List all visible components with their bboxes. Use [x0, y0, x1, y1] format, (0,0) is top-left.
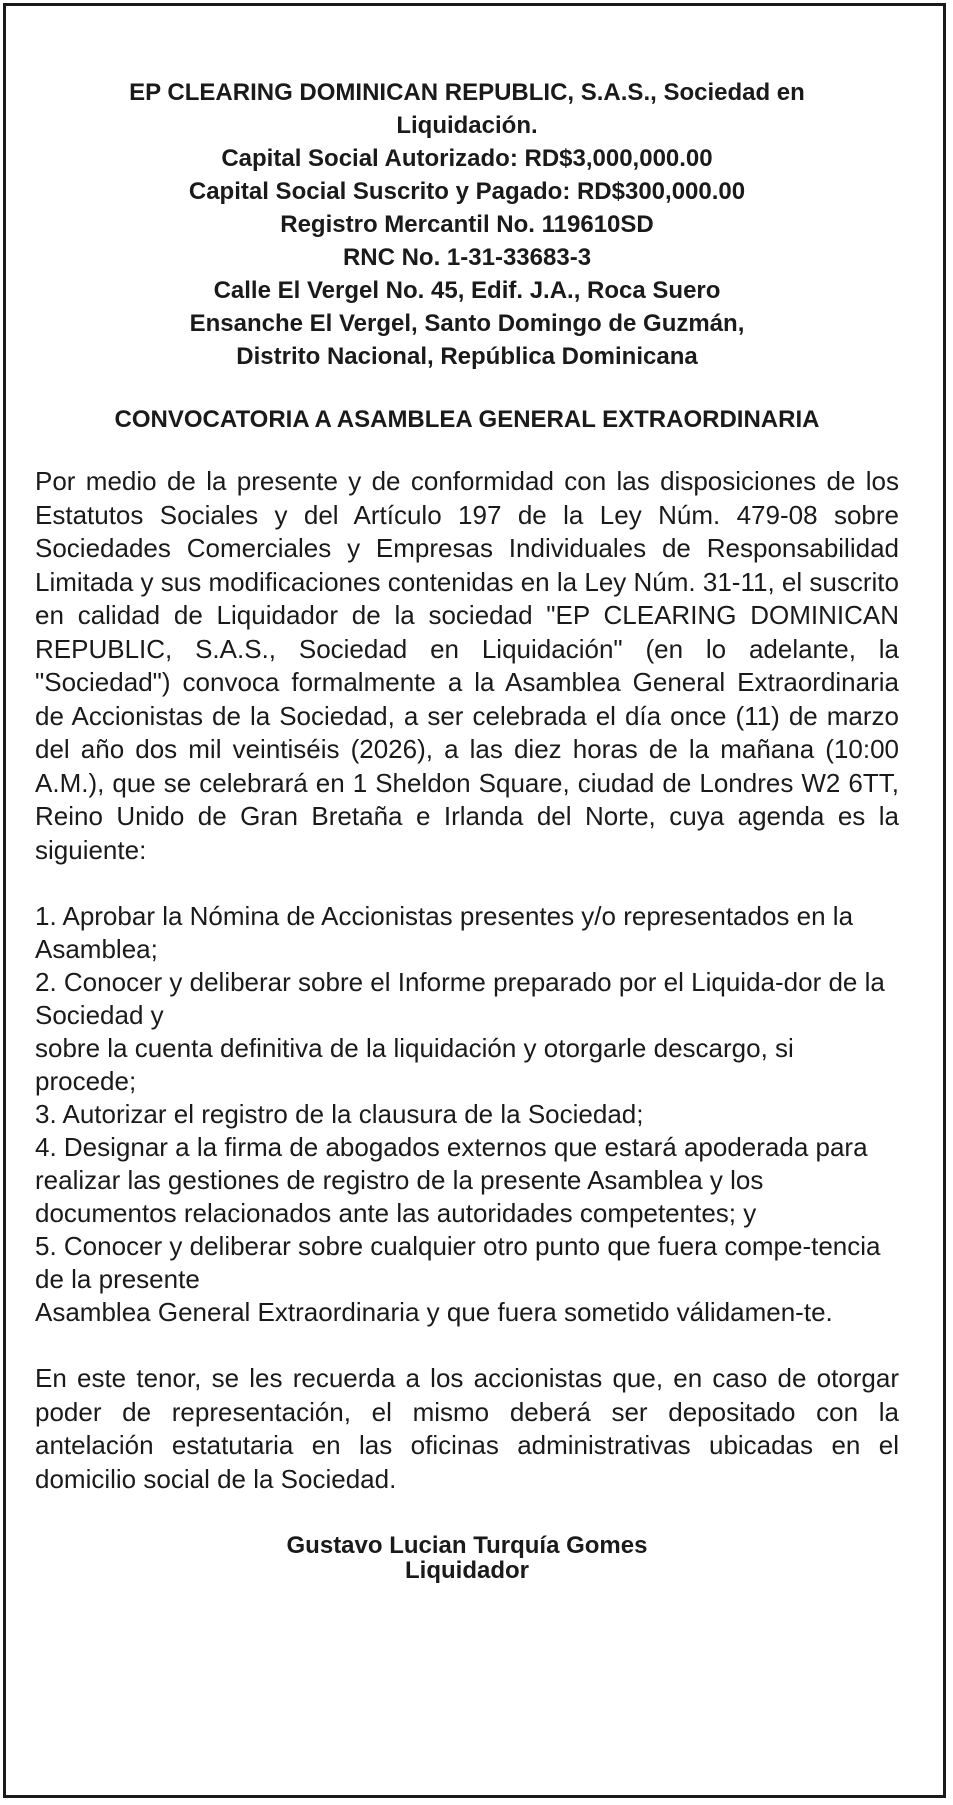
closing-paragraph: En este tenor, se les recuerda a los accionistas que, en caso de otorgar poder de representación, el mismo deberá ser depositado con la antelación estatutaria en las oficinas administrativas ubicadas en el domicilio social de la Sociedad. [35, 1363, 899, 1494]
company-name-line: EP CLEARING DOMINICAN REPUBLIC, S.A.S., Sociedad en [129, 79, 805, 106]
agenda-item: 5. Conocer y deliberar sobre cualquier otro punto que fuera compe-tencia de la presente [35, 1231, 881, 1294]
intro-paragraph: Por medio de la presente y de conformidad con las disposiciones de los Estatutos Sociales y del Artículo 197 de la Ley Núm. 479-08 sobre Sociedades Comerciales y Empresas Individuales de Responsabilidad Limitada y sus modificaciones contenidas en la Ley Núm. 31-11, el suscrito en calidad de Liquidador de la sociedad "EP CLEARING DOMINICAN REPUBLIC, S.A.S., Sociedad en Liquidación" (en lo adelante, la "Sociedad") convoca formalmente a la Asamblea General Extraordinaria de Accionistas de la Sociedad, a ser celebrada el día once (11) de marzo del año dos mil veintiséis (2026), a las diez horas de la mañana (10:00 A.M.), que se celebrará en 1 Sheldon Square, ciudad de Londres W2 6TT, Reino Unido de Gran Bretaña e Irlanda del Norte, cuya agenda es la siguiente: [35, 466, 899, 865]
address-line-2: Ensanche El Vergel, Santo Domingo de Guzmán, [189, 310, 745, 337]
commercial-registry: Registro Mercantil No. 119610SD [280, 211, 654, 238]
agenda-list [35, 900, 899, 1329]
agenda-item: 1. Aprobar la Nómina de Accionistas presentes y/o representados en la Asamblea; [35, 901, 854, 964]
signatory-role: Liquidador [405, 1557, 529, 1584]
agenda-item: 3. Autorizar el registro de la clausura de la Sociedad; [35, 1099, 644, 1129]
company-header [35, 76, 899, 373]
address-line-3: Distrito Nacional, República Dominicana [236, 343, 698, 370]
notice-title: CONVOCATORIA A ASAMBLEA GENERAL EXTRAORDINARIA [114, 406, 820, 433]
company-name-line-2: Liquidación. [396, 112, 538, 139]
paid-capital: Capital Social Suscrito y Pagado: RD$300,000.00 [188, 178, 746, 205]
address-line-1: Calle El Vergel No. 45, Edif. J.A., Roca Suero [213, 277, 721, 304]
agenda-item: Asamblea General Extraordinaria y que fuera sometido válidamen-te. [35, 1297, 833, 1327]
signatory-name: Gustavo Lucian Turquía Gomes [286, 1532, 648, 1559]
agenda-item: 2. Conocer y deliberar sobre el Informe preparado por el Liquida-dor de la Sociedad y [35, 967, 885, 1030]
notice-content [35, 76, 899, 1583]
notice-frame [3, 3, 946, 1798]
authorized-capital: Capital Social Autorizado: RD$3,000,000.00 [221, 145, 713, 172]
rnc-number: RNC No. 1-31-33683-3 [342, 244, 592, 271]
agenda-item: 4. Designar a la firma de abogados externos que estará apoderada para realizar las gestiones de registro de la presente Asamblea y los documentos relacionados ante las autoridades competentes; y [35, 1132, 868, 1228]
signature-block [35, 1533, 899, 1583]
agenda-item: sobre la cuenta definitiva de la liquidación y otorgarle descargo, si procede; [35, 1033, 794, 1096]
